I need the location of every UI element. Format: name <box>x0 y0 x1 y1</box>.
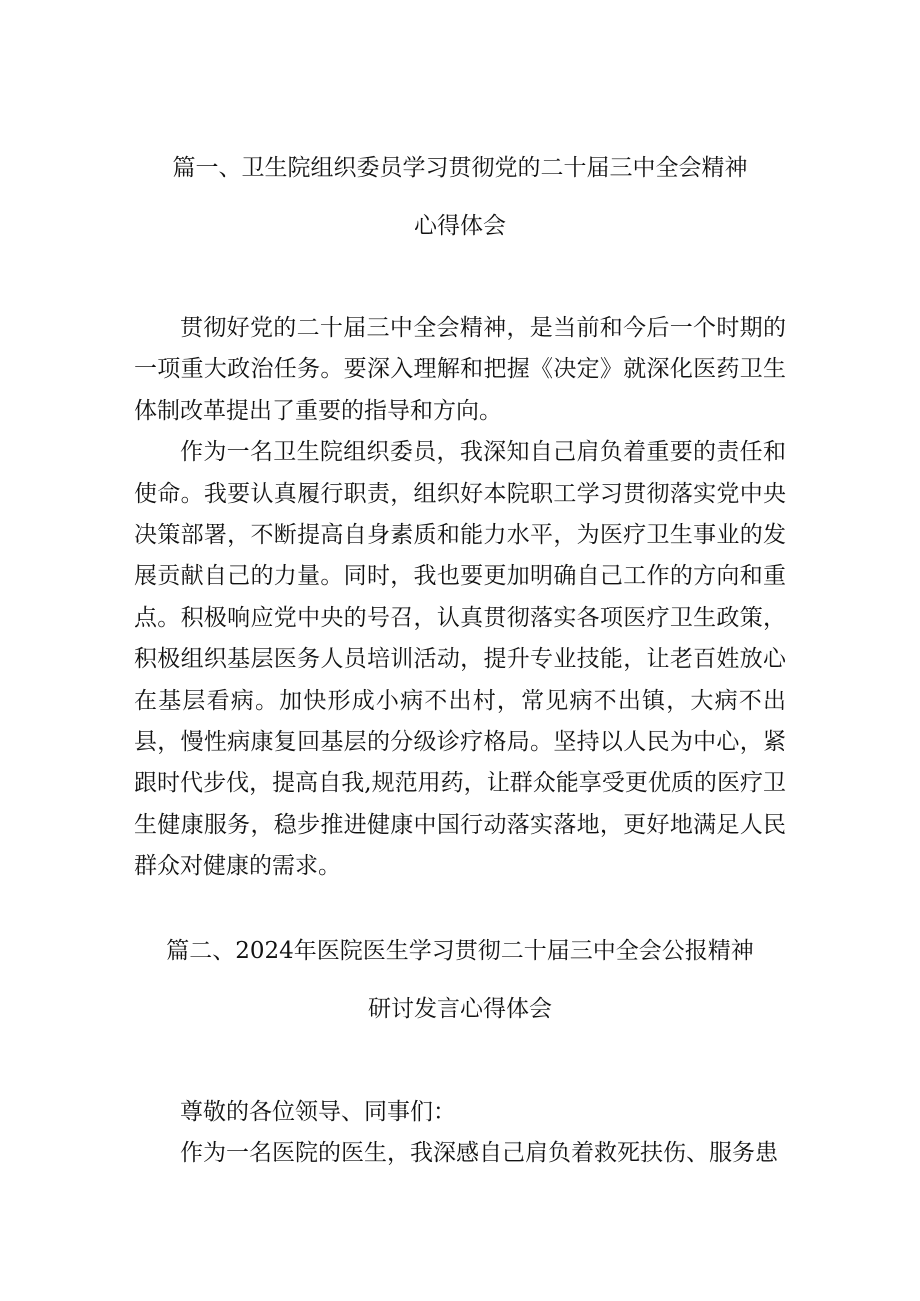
paragraph: 作为一名卫生院组织委员，我深知自己肩负着重要的责任和使命。我要认真履行职责，组织好本院职工学习贯彻落实党中央决策部署，不断提高自身素质和能力水平，为医疗卫生事业的发展贡献自己的力量。同时，我也要更加明确自己工作的方向和重点。积极响应党中央的号召，认真贯彻落实各项医疗卫生政策，积极组织基层医务人员培训活动，提升专业技能，让老百姓放心在基层看病。加快形成小病不出村，常见病不出镇，大病不出县，慢性病康复回基层的分级诊疗格局。坚持以人民为中心，紧跟时代步伐，提高自我,规范用药，让群众能享受更优质的医疗卫生健康服务，稳步推进健康中国行动落实落地，更好地满足人民群众对健康的需求。 <box>134 439 786 880</box>
paragraph: 作为一名医院的医生，我深感自己肩负着救死扶伤、服务患 <box>180 1140 778 1167</box>
section-two-title-line-1: 篇二、2024年医院医生学习贯彻二十届三中全会公报精神 <box>166 938 754 964</box>
section-one-body <box>134 308 786 888</box>
section-two-body <box>134 1092 786 1175</box>
section-two-title-line-2: 研讨发言心得体会 <box>368 996 552 1022</box>
paragraph: 贯彻好党的二十届三中全会精神，是当前和今后一个时期的一项重大政治任务。要深入理解和把握《决定》就深化医药卫生体制改革提出了重要的指导和方向。 <box>134 315 786 424</box>
section-one-title-line-2: 心得体会 <box>414 213 506 239</box>
section-one-title-line-1: 篇一、卫生院组织委员学习贯彻党的二十届三中全会精神 <box>172 155 748 181</box>
salutation: 尊敬的各位领导、同事们： <box>180 1099 456 1125</box>
